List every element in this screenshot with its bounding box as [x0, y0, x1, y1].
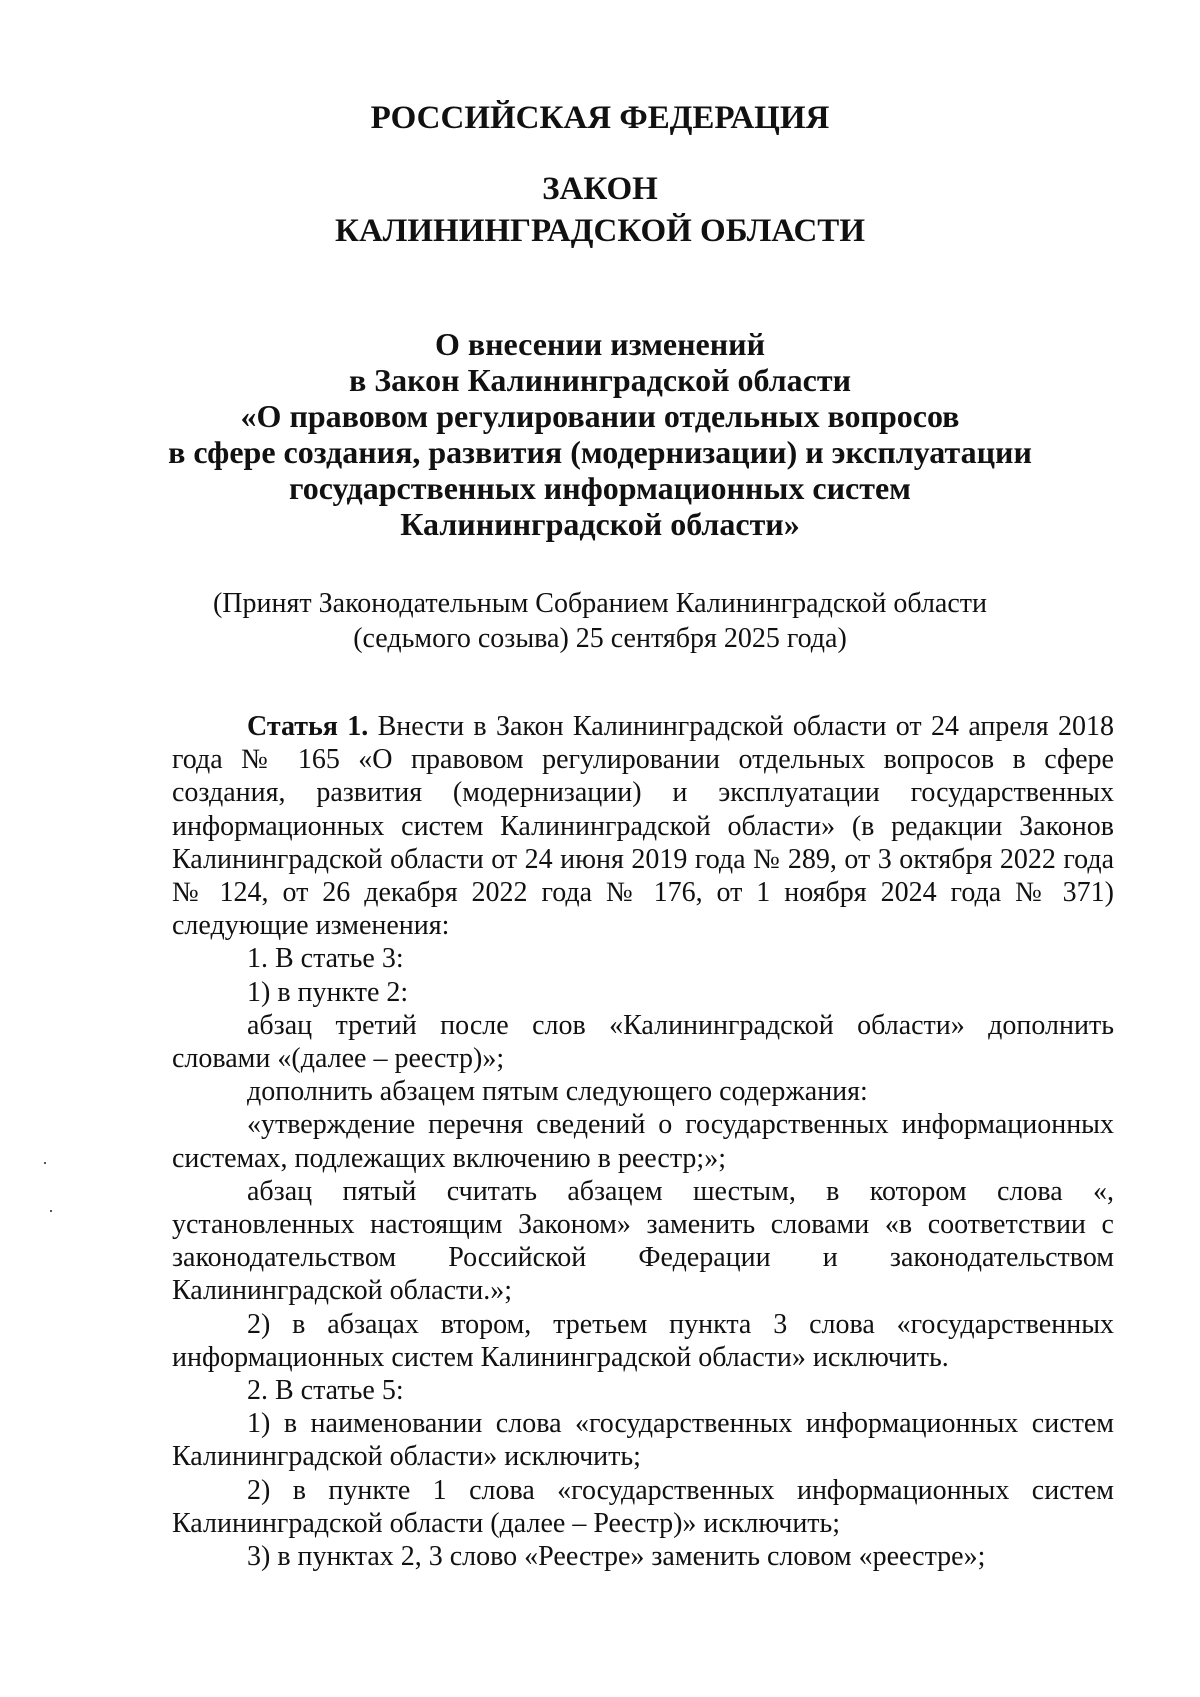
body-paragraph: абзац третий после слов «Калининградской области» дополнить словами «(далее – реестр)»; [172, 1009, 1114, 1075]
law-title-line: «О правовом регулировании отдельных вопросов [240, 398, 960, 434]
country-heading: РОССИЙСКАЯ ФЕДЕРАЦИЯ [370, 100, 830, 136]
law-title-line: Калининградской области» [400, 506, 800, 542]
body-paragraph: 2) в абзацах втором, третьем пункта 3 слова «государственных информационных систем Калининградской области» исключить. [172, 1308, 1114, 1373]
adoption-note-line: (седьмого созыва) 25 сентября 2025 года) [353, 623, 847, 654]
body-paragraph: 2) в пункте 1 слова «государственных информационных систем Калининградской области (далее – Реестр)» исключить; [172, 1474, 1114, 1539]
adoption-note-line: (Принят Законодательным Собранием Калининградской области [212, 588, 988, 619]
body-paragraph: 1) в пункте 2: [247, 976, 409, 1008]
law-type-heading: ЗАКОН [542, 171, 658, 207]
body-paragraph: 1. В статье 3: [247, 943, 404, 975]
law-title [0, 326, 1200, 542]
body-paragraph: дополнить абзацем пятым следующего содержания: [247, 1076, 868, 1108]
body-paragraph: 1) в наименовании слова «государственных информационных систем Калининградской области» исключить; [172, 1408, 1114, 1473]
law-region-heading: КАЛИНИНГРАДСКОЙ ОБЛАСТИ [335, 213, 865, 249]
body-paragraph: «утверждение перечня сведений о государственных информационных системах, подлежащих включению в реестр;»; [172, 1109, 1114, 1174]
article-label: Статья 1. [247, 711, 369, 742]
body-paragraph: абзац пятый считать абзацем шестым, в котором слова «, установленных настоящим Законом» заменить словами «в соответствии с законодательством Российской Федерации и законодательством Калининградской области.»; [172, 1175, 1114, 1307]
scan-speck [44, 1162, 46, 1164]
scan-speck [50, 1210, 52, 1212]
body-paragraph: 2. В статье 5: [247, 1375, 404, 1407]
law-title-line: в Закон Калининградской области [348, 362, 852, 398]
law-title-line: государственных информационных систем [289, 470, 911, 506]
article-text: Внести в Закон Калининградской области от 24 апреля 2018 года № 165 «О правовом регулировании отдельных вопросов в сфере создания, развития (модернизации) и эксплуатации государственных информационных систем Калининградской области» (в редакции Законов Калининградской области от 24 июня 2019 года № 289, от 3 октября 2022 года № 124, от 26 декабря 2022 года № 176, от 1 ноября 2024 года № 371) следующие изменения: [172, 711, 1114, 942]
document-body [172, 710, 1114, 1573]
body-paragraph: 3) в пунктах 2, 3 слово «Реестре» заменить словом «реестре»; [247, 1541, 986, 1573]
adoption-note [0, 586, 1200, 656]
law-title-line: О внесении изменений [434, 326, 766, 362]
law-title-line: в сфере создания, развития (модернизации) и эксплуатации [168, 434, 1032, 470]
article-paragraph [172, 710, 1114, 942]
